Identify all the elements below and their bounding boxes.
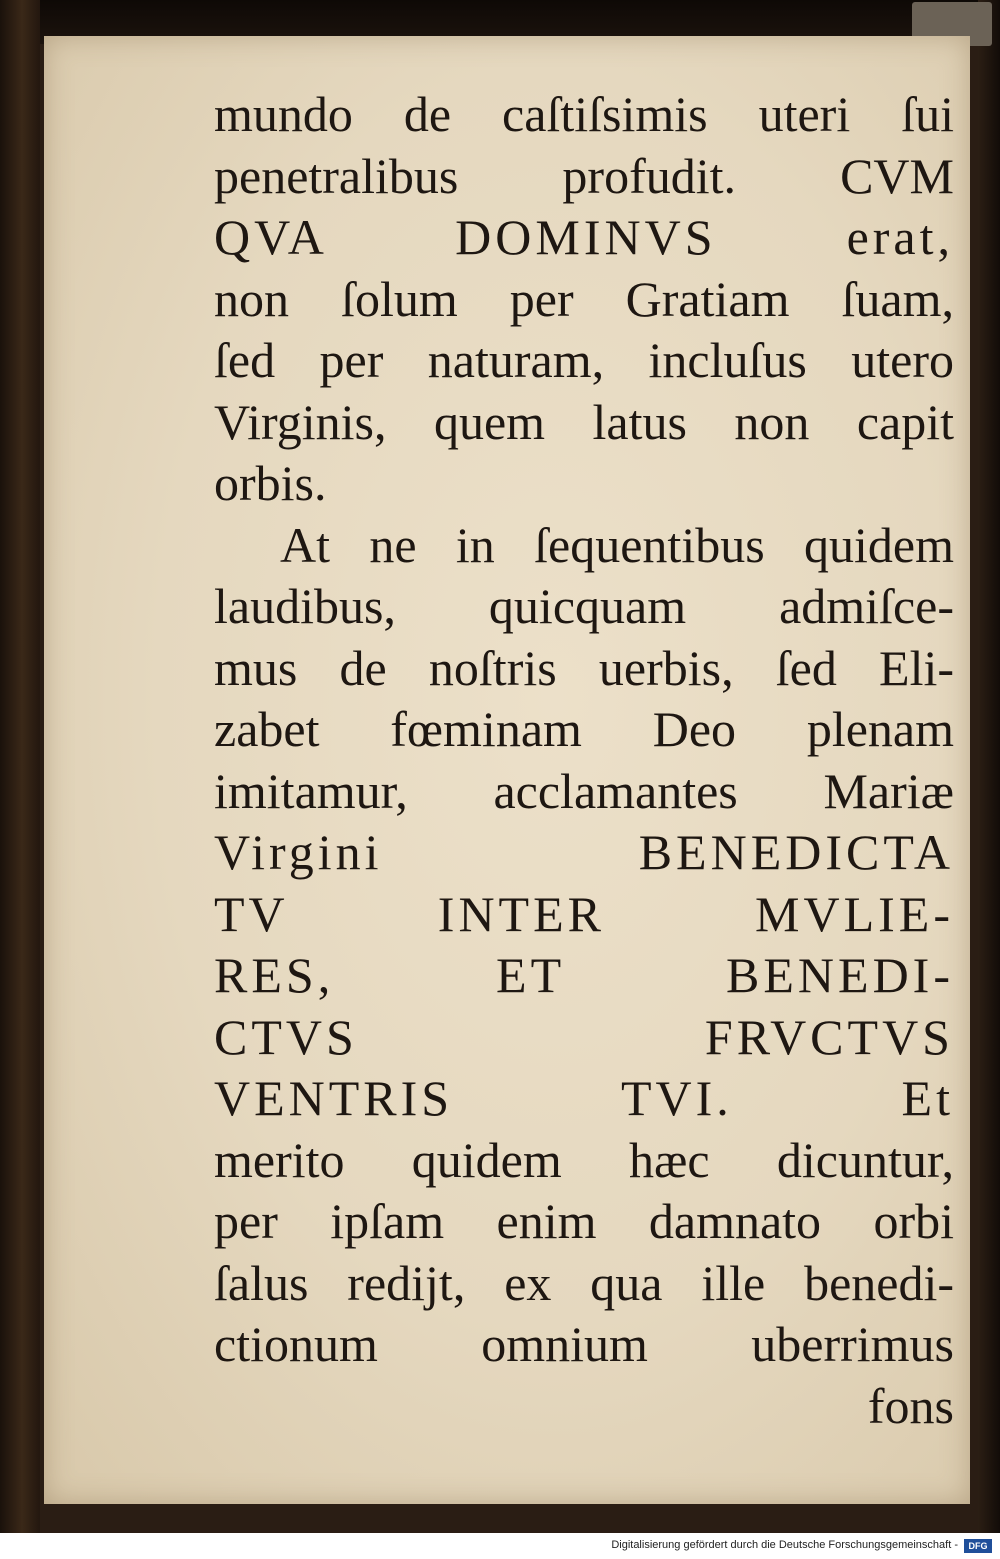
text-line: ctionum omnium uberrimus	[214, 1316, 954, 1372]
text-line: laudibus, quicquam admiſce-	[214, 578, 954, 634]
dfg-logo-icon: DFG	[964, 1539, 992, 1553]
text-line: zabet fœminam Deo plenam	[214, 701, 954, 757]
catchword: fons	[867, 1377, 954, 1434]
text-line: mus de noſtris uerbis, ſed Eli-	[214, 639, 954, 696]
text-line: CTVS FRVCTVS	[214, 1008, 954, 1065]
text-line: ſalus rediјt, ex qua ille benedi-	[214, 1254, 954, 1311]
text-line: penetralibus profudit. CVM	[214, 147, 954, 204]
text-line: Virgini BENEDICTA	[214, 824, 954, 880]
digitization-footer	[0, 1533, 1000, 1559]
text-line: At ne in ſequentibus quidem	[280, 516, 954, 573]
book-binding-left	[0, 0, 40, 1533]
text-line: QVA DOMINVS erat,	[214, 209, 954, 265]
book-binding-right	[978, 0, 1000, 1533]
text-line: per ipſam enim damnato orbi	[214, 1193, 954, 1249]
funding-credit: Digitalisierung gefördert durch die Deutsche Forschungsgemeinschaft -	[611, 1539, 958, 1551]
text-line: Virginis, quem latus non capit	[214, 393, 954, 450]
text-line: mundo de caſtiſsimis uteri ſui	[214, 86, 954, 142]
text-line: ſed per naturam, incluſus utero	[214, 332, 954, 388]
text-line: TV INTER MVLIE-	[214, 885, 954, 942]
text-line: RES, ET BENEDI-	[214, 947, 954, 1003]
paper-page	[44, 36, 970, 1504]
text-line: VENTRIS TVI. Et	[214, 1070, 954, 1126]
text-line: orbis.	[214, 455, 327, 511]
text-line: non ſolum per Gratiam ſuam,	[214, 270, 954, 327]
text-line: merito quidem hæc dicuntur,	[214, 1131, 954, 1188]
page-body-text	[214, 84, 954, 1464]
text-line: imitamur, acclamantes Mariæ	[214, 762, 954, 819]
